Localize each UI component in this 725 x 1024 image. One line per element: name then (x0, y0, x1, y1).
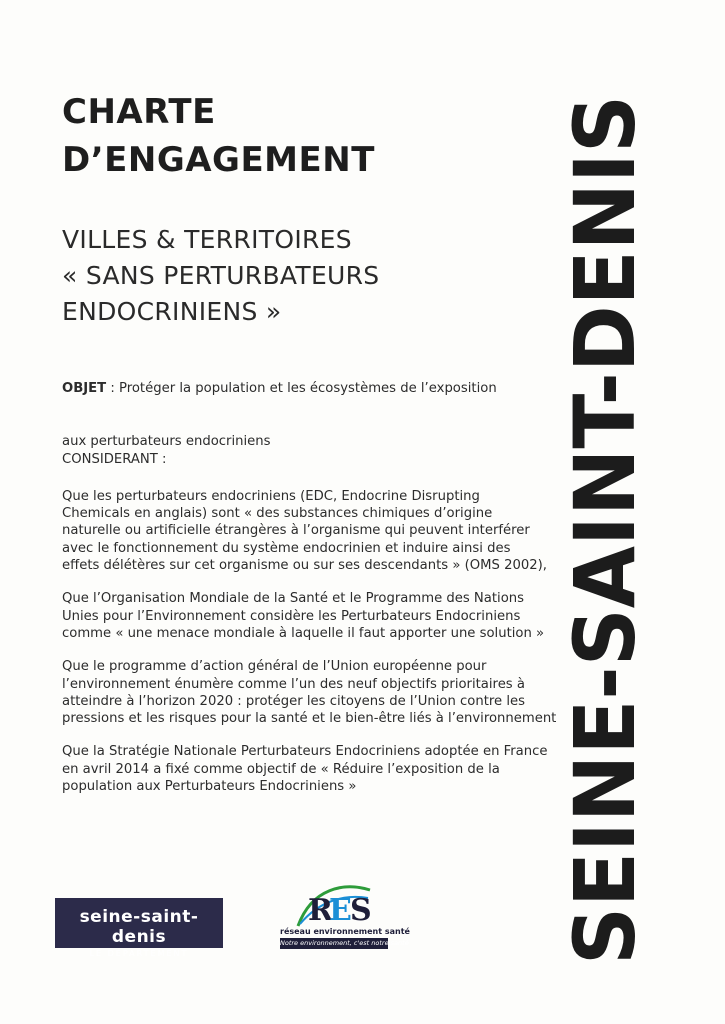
res-mark-icon (294, 880, 374, 928)
vertical-brand-text: SEINE-SAINT-DENIS (556, 57, 654, 965)
vertical-brand-logo (556, 50, 720, 970)
paragraph-line: effets délétères sur cet organisme ou sur ses descendants » (OMS 2002), (62, 558, 547, 574)
res-caption: réseau environnement santé (280, 927, 410, 936)
ssd-logo-name: seine-saint-denis (79, 907, 199, 947)
seine-saint-denis-logo (55, 898, 223, 958)
paragraph-line: comme « une menace mondiale à laquelle il faut apporter une solution » (62, 625, 545, 641)
paragraph-line: pressions et les risques pour la santé et le bien-être liés à l’environnement (62, 711, 557, 727)
paragraph-line: Que le programme d’action général de l’Union européenne pour (62, 659, 487, 675)
subtitle-line-2: « SANS PERTURBATEURS (62, 261, 380, 290)
objet-text-2: aux perturbateurs endocriniens (62, 434, 271, 450)
paragraph-line: Que l’Organisation Mondiale de la Santé et le Programme des Nations (62, 591, 524, 607)
paragraph-line: Chemicals en anglais) sont « des substances chimiques d’origine (62, 506, 493, 522)
res-logo (280, 880, 410, 956)
considerant-paragraph (62, 658, 592, 727)
considerant-paragraphs (62, 488, 592, 795)
charter-body (62, 380, 592, 811)
subtitle-line-3: ENDOCRINIENS » (62, 297, 282, 326)
paragraph-line: Que les perturbateurs endocriniens (EDC, Endocrine Disrupting (62, 488, 480, 504)
paragraph-line: atteindre à l’horizon 2020 : protéger les citoyens de l’Union contre les (62, 693, 525, 709)
paragraph-line: Unies pour l’Environnement considère les Perturbateurs Endocriniens (62, 608, 521, 624)
paragraph-line: population aux Perturbateurs Endocriniens » (62, 779, 357, 795)
paragraph-line: l’environnement énumère comme l’un des neuf objectifs prioritaires à (62, 676, 525, 692)
paragraph-line: Que la Stratégie Nationale Perturbateurs Endocriniens adoptée en France (62, 744, 548, 760)
svg-text:S: S (350, 893, 372, 928)
objet-label: OBJET (62, 381, 107, 396)
svg-text:R: R (308, 893, 333, 928)
title-line-1: CHARTE (62, 92, 216, 132)
objet-text-1: : Protéger la population et les écosystèmes de l’exposition (106, 381, 497, 396)
title-line-2: D’ENGAGEMENT (62, 140, 375, 180)
paragraph-line: naturelle ou artificielle étrangères à l’organisme qui peuvent interférer (62, 523, 530, 539)
page-subtitle (62, 222, 379, 330)
considerant-paragraph (62, 488, 592, 574)
page-title (62, 88, 375, 184)
considerant-paragraph (62, 590, 592, 642)
res-tagline: Notre environnement, c'est notre santé (280, 939, 409, 947)
considerant-paragraph (62, 743, 592, 795)
considerant-heading: CONSIDERANT : (62, 451, 167, 467)
objet-first-line (62, 381, 497, 396)
svg-text:E: E (329, 893, 352, 928)
paragraph-line: avec le fonctionnement du système endocrinien et induire ainsi des (62, 540, 511, 556)
ssd-logo-subtitle: LE DÉPARTEMENT (89, 949, 189, 958)
objet-paragraph (62, 380, 592, 397)
paragraph-line: en avril 2014 a fixé comme objectif de « Réduire l’exposition de la (62, 761, 500, 777)
subtitle-line-1: VILLES & TERRITOIRES (62, 225, 352, 254)
